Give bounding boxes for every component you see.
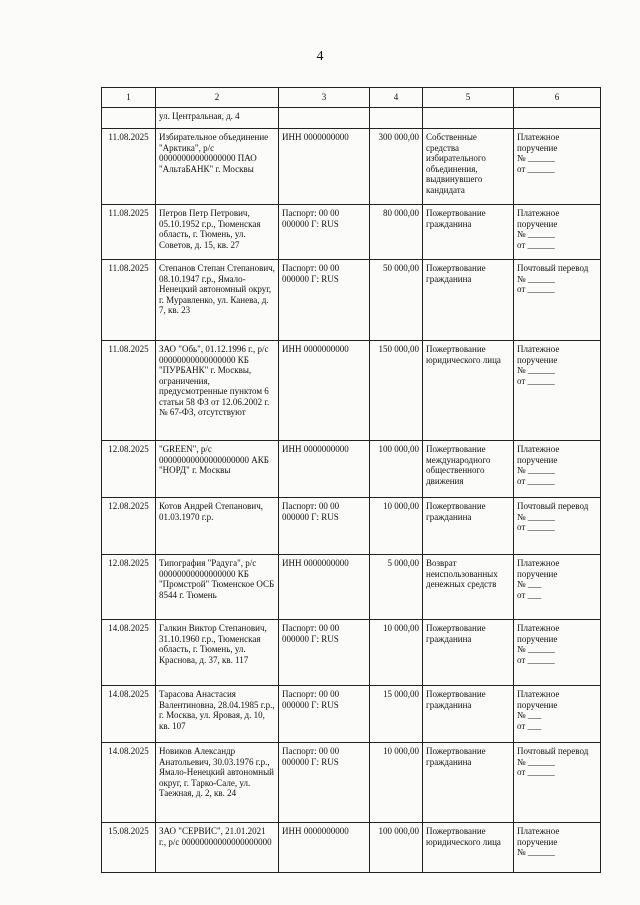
payment-cell [514, 743, 601, 823]
payment-number: № ______ [517, 365, 555, 375]
column-number: 5 [423, 88, 514, 108]
purpose-cell [423, 108, 514, 129]
document-cell: ИНН 0000000000 [279, 555, 370, 620]
amount-cell: 100 000,00 [370, 823, 423, 873]
donor-cell: "GREEN", р/с 00000000000000000000 АКБ "НОРД" г. Москвы [156, 441, 279, 498]
purpose-cell: Возврат неиспользованных денежных средств [423, 555, 514, 620]
column-number: 4 [370, 88, 423, 108]
donations-table [101, 87, 601, 873]
purpose-cell: Пожертвование гражданина [423, 686, 514, 743]
payment-cell [514, 620, 601, 686]
amount-cell: 80 000,00 [370, 205, 423, 260]
payment-cell [514, 441, 601, 498]
table-row [102, 129, 601, 205]
purpose-cell: Пожертвование гражданина [423, 620, 514, 686]
payment-date: от ___ [517, 720, 542, 731]
payment-date: от ______ [517, 767, 555, 777]
document-cell: Паспорт: 00 00 000000 Г: RUS [279, 498, 370, 555]
document-cell: ИНН 0000000000 [279, 129, 370, 205]
column-number: 6 [514, 88, 601, 108]
payment-type: Платежное поручение [517, 132, 560, 153]
purpose-cell: Пожертвование юридического лица [423, 823, 514, 873]
payment-date: от ______ [517, 654, 555, 665]
document-cell: Паспорт: 00 00 000000 Г: RUS [279, 620, 370, 686]
donor-cell: ул. Центральная, д. 4 [156, 108, 279, 129]
table-row [102, 620, 601, 686]
amount-cell: 300 000,00 [370, 129, 423, 205]
donor-cell: Тарасова Анастасия Валентиновна, 28.04.1985 г.р., г. Москва, ул. Яровая, д. 10, кв. 107 [156, 686, 279, 743]
payment-cell [514, 129, 601, 205]
date-cell: 14.08.2025 [102, 620, 156, 686]
payment-number: № ______ [517, 229, 555, 239]
payment-date: от ______ [517, 239, 555, 250]
column-number: 3 [279, 88, 370, 108]
payment-cell [514, 686, 601, 743]
column-number-row [102, 88, 601, 108]
payment-number: № ___ [517, 710, 542, 720]
donor-cell: Степанов Степан Степанович, 08.10.1947 г.р., Ямало-Ненецкий автономный округ, г. Муравленко, ул. Канева, д. 7, кв. 23 [156, 260, 279, 341]
donor-cell: Петров Петр Петрович, 05.10.1952 г.р., Тюменская область, г. Тюмень, ул. Советов, д. 15, кв. 27 [156, 205, 279, 260]
table-row [102, 441, 601, 498]
table-row [102, 555, 601, 620]
document-cell: Паспорт: 00 00 000000 Г: RUS [279, 686, 370, 743]
document-cell: Паспорт: 00 00 000000 Г: RUS [279, 743, 370, 823]
amount-cell: 15 000,00 [370, 686, 423, 743]
payment-date: от ___ [517, 589, 542, 600]
purpose-cell: Пожертвование гражданина [423, 743, 514, 823]
date-cell: 15.08.2025 [102, 823, 156, 873]
table-row [102, 341, 601, 441]
purpose-cell: Собственные средства избирательного объединения, выдвинувшего кандидата [423, 129, 514, 205]
payment-number: № ______ [517, 273, 555, 284]
payment-type: Почтовый перевод [517, 746, 589, 756]
donor-cell: ЗАО "СЕРВИС", 21.01.2021 г., р/с 00000000000000000000 [156, 823, 279, 873]
donor-cell: ЗАО "Обь", 01.12.1996 г., р/с 00000000000000000 КБ "ПУРБАНК" г. Москвы, ограничения, предусмотренные пунктом 6 статьи 58 ФЗ от 12.06.2002 г. № 67-ФЗ, отсутствуют [156, 341, 279, 441]
payment-type: Платежное поручение [517, 208, 560, 229]
payment-number: № ______ [517, 847, 555, 857]
payment-cell [514, 341, 601, 441]
table-row [102, 498, 601, 555]
payment-type: Платежное поручение [517, 344, 560, 365]
payment-date: от ______ [517, 375, 555, 386]
donor-cell: Котов Андрей Степанович, 01.03.1970 г.р. [156, 498, 279, 555]
table-row [102, 205, 601, 260]
purpose-cell: Пожертвование международного общественного движения [423, 441, 514, 498]
payment-number: № ___ [517, 579, 542, 589]
amount-cell: 150 000,00 [370, 341, 423, 441]
payment-number: № ______ [517, 465, 555, 475]
date-cell: 12.08.2025 [102, 555, 156, 620]
purpose-cell: Пожертвование гражданина [423, 260, 514, 341]
payment-date: от ______ [517, 475, 555, 486]
amount-cell: 100 000,00 [370, 441, 423, 498]
amount-cell: 50 000,00 [370, 260, 423, 341]
payment-cell [514, 205, 601, 260]
purpose-cell: Пожертвование юридического лица [423, 341, 514, 441]
purpose-cell: Пожертвование гражданина [423, 498, 514, 555]
donor-cell: Новиков Александр Анатольевич, 30.03.1976 г.р., Ямало-Ненецкий автономный округ, г. Тарко-Сале, ул. Таежная, д. 2, кв. 24 [156, 743, 279, 823]
table-row [102, 686, 601, 743]
payment-number: № ______ [517, 756, 555, 767]
amount-cell: 10 000,00 [370, 498, 423, 555]
payment-type: Почтовый перевод [517, 501, 589, 511]
donor-cell: Типография "Радуга", р/с 00000000000000000 КБ "Промстрой" Тюменское ОСБ 8544 г. Тюмень [156, 555, 279, 620]
date-cell: 14.08.2025 [102, 743, 156, 823]
payment-type: Платежное поручение [517, 826, 560, 847]
payment-date: от ______ [517, 163, 555, 174]
table-row [102, 823, 601, 873]
document-cell: Паспорт: 00 00 000000 Г: RUS [279, 205, 370, 260]
date-cell: 12.08.2025 [102, 498, 156, 555]
document-cell: ИНН 0000000000 [279, 823, 370, 873]
purpose-cell: Пожертвование гражданина [423, 205, 514, 260]
date-cell: 11.08.2025 [102, 205, 156, 260]
payment-cell [514, 498, 601, 555]
payment-number: № ______ [517, 511, 555, 522]
payment-cell [514, 108, 601, 129]
date-cell: 14.08.2025 [102, 686, 156, 743]
date-cell [102, 108, 156, 129]
document-cell: Паспорт: 00 00 000000 Г: RUS [279, 260, 370, 341]
date-cell: 11.08.2025 [102, 260, 156, 341]
date-cell: 11.08.2025 [102, 341, 156, 441]
payment-number: № ______ [517, 644, 555, 654]
page-number: 4 [316, 49, 324, 64]
document-cell: ИНН 0000000000 [279, 441, 370, 498]
continuation-row [102, 108, 601, 129]
document-cell [279, 108, 370, 129]
payment-cell [514, 555, 601, 620]
table-row [102, 260, 601, 341]
payment-type: Платежное поручение [517, 623, 560, 644]
donor-cell: Избирательное объединение "Арктика", р/с 00000000000000000 ПАО "АльтаБАНК" г. Москвы [156, 129, 279, 205]
payment-type: Платежное поручение [517, 558, 560, 579]
amount-cell: 10 000,00 [370, 743, 423, 823]
payment-type: Почтовый перевод [517, 263, 589, 273]
date-cell: 12.08.2025 [102, 441, 156, 498]
date-cell: 11.08.2025 [102, 129, 156, 205]
amount-cell: 5 000,00 [370, 555, 423, 620]
payment-cell [514, 823, 601, 873]
table-row [102, 743, 601, 823]
payment-number: № ______ [517, 153, 555, 163]
amount-cell: 10 000,00 [370, 620, 423, 686]
amount-cell [370, 108, 423, 129]
payment-type: Платежное поручение [517, 444, 560, 465]
column-number: 1 [102, 88, 156, 108]
payment-date: от ______ [517, 284, 555, 294]
donor-cell: Галкин Виктор Степанович, 31.10.1960 г.р., Тюменская область, г. Тюмень, ул. Краснова, д. 37, кв. 117 [156, 620, 279, 686]
document-cell: ИНН 0000000000 [279, 341, 370, 441]
column-number: 2 [156, 88, 279, 108]
payment-date: от ______ [517, 522, 555, 532]
payment-cell [514, 260, 601, 341]
payment-type: Платежное поручение [517, 689, 560, 710]
